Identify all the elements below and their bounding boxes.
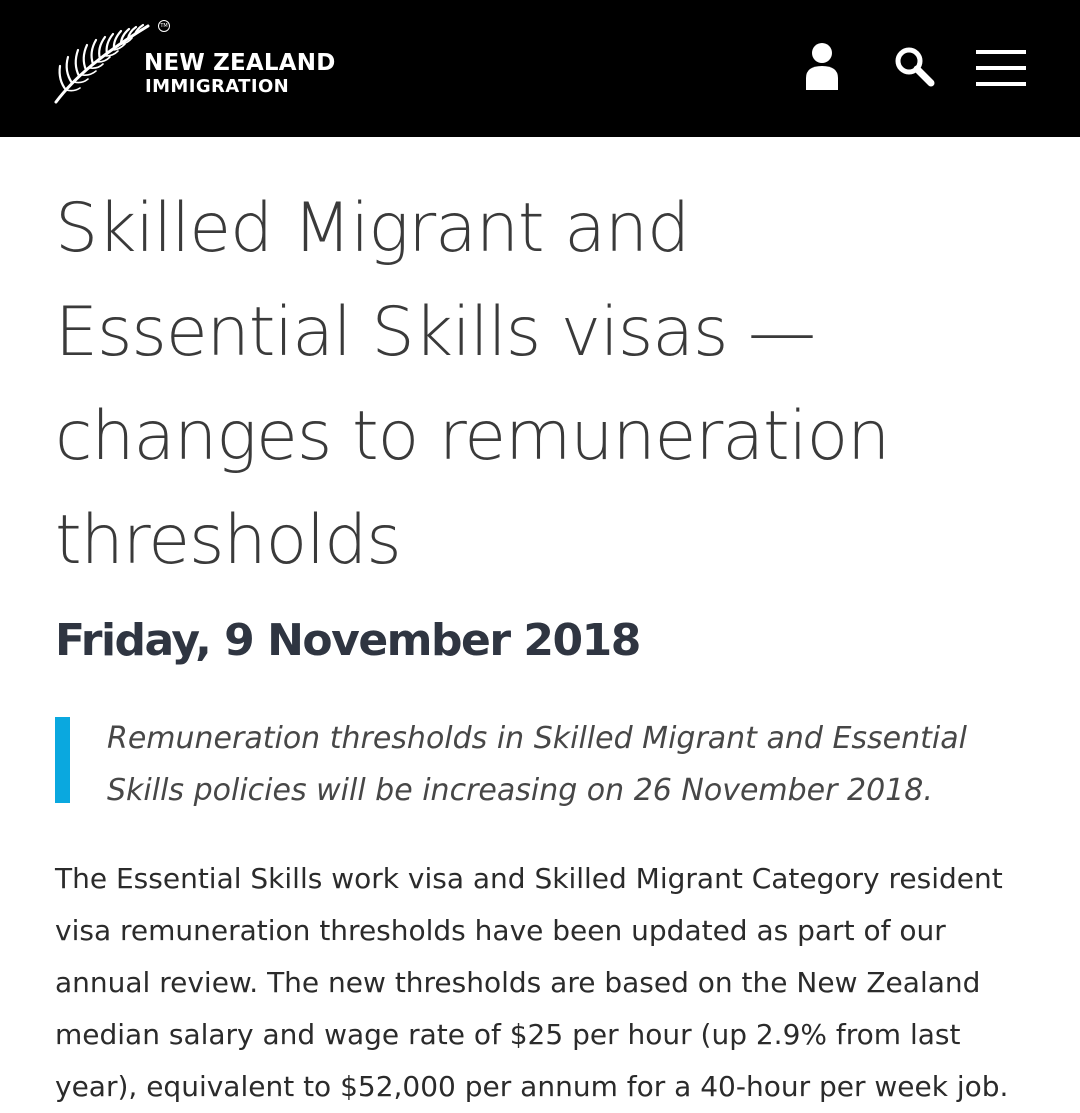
brand-subname: IMMIGRATION bbox=[145, 76, 290, 97]
article bbox=[55, 137, 1045, 1113]
lead-quote bbox=[55, 713, 1037, 817]
lead-text: Remuneration thresholds in Skilled Migrant and Essential Skills policies will be increasing on 26 November 2018. bbox=[107, 721, 967, 808]
hamburger-menu-icon bbox=[970, 38, 1030, 98]
search-icon bbox=[884, 38, 944, 98]
account-button[interactable] bbox=[792, 38, 852, 98]
silver-fern-icon bbox=[52, 20, 152, 104]
brand-name: NEW ZEALAND bbox=[144, 50, 336, 76]
search-button[interactable] bbox=[884, 38, 944, 98]
article-date: Friday, 9 November 2018 bbox=[55, 615, 640, 666]
quote-accent-bar bbox=[55, 717, 70, 803]
user-icon bbox=[792, 38, 852, 98]
menu-button[interactable] bbox=[970, 38, 1030, 98]
trademark-symbol: TM bbox=[158, 20, 170, 32]
site-logo[interactable] bbox=[52, 18, 352, 108]
site-header bbox=[0, 0, 1080, 137]
page-title: Skilled Migrant and Essential Skills visas — changes to remuneration thresholds bbox=[55, 189, 890, 580]
body-paragraph: The Essential Skills work visa and Skilled Migrant Category resident visa remuneration thresholds have been updated as part of our annual review. The new thresholds are based on the New Zealand median salary and wage rate of $25 per hour (up 2.9% from last year), equivalent to $52,000 per annum for a 40-hour per week job. bbox=[55, 862, 1009, 1103]
